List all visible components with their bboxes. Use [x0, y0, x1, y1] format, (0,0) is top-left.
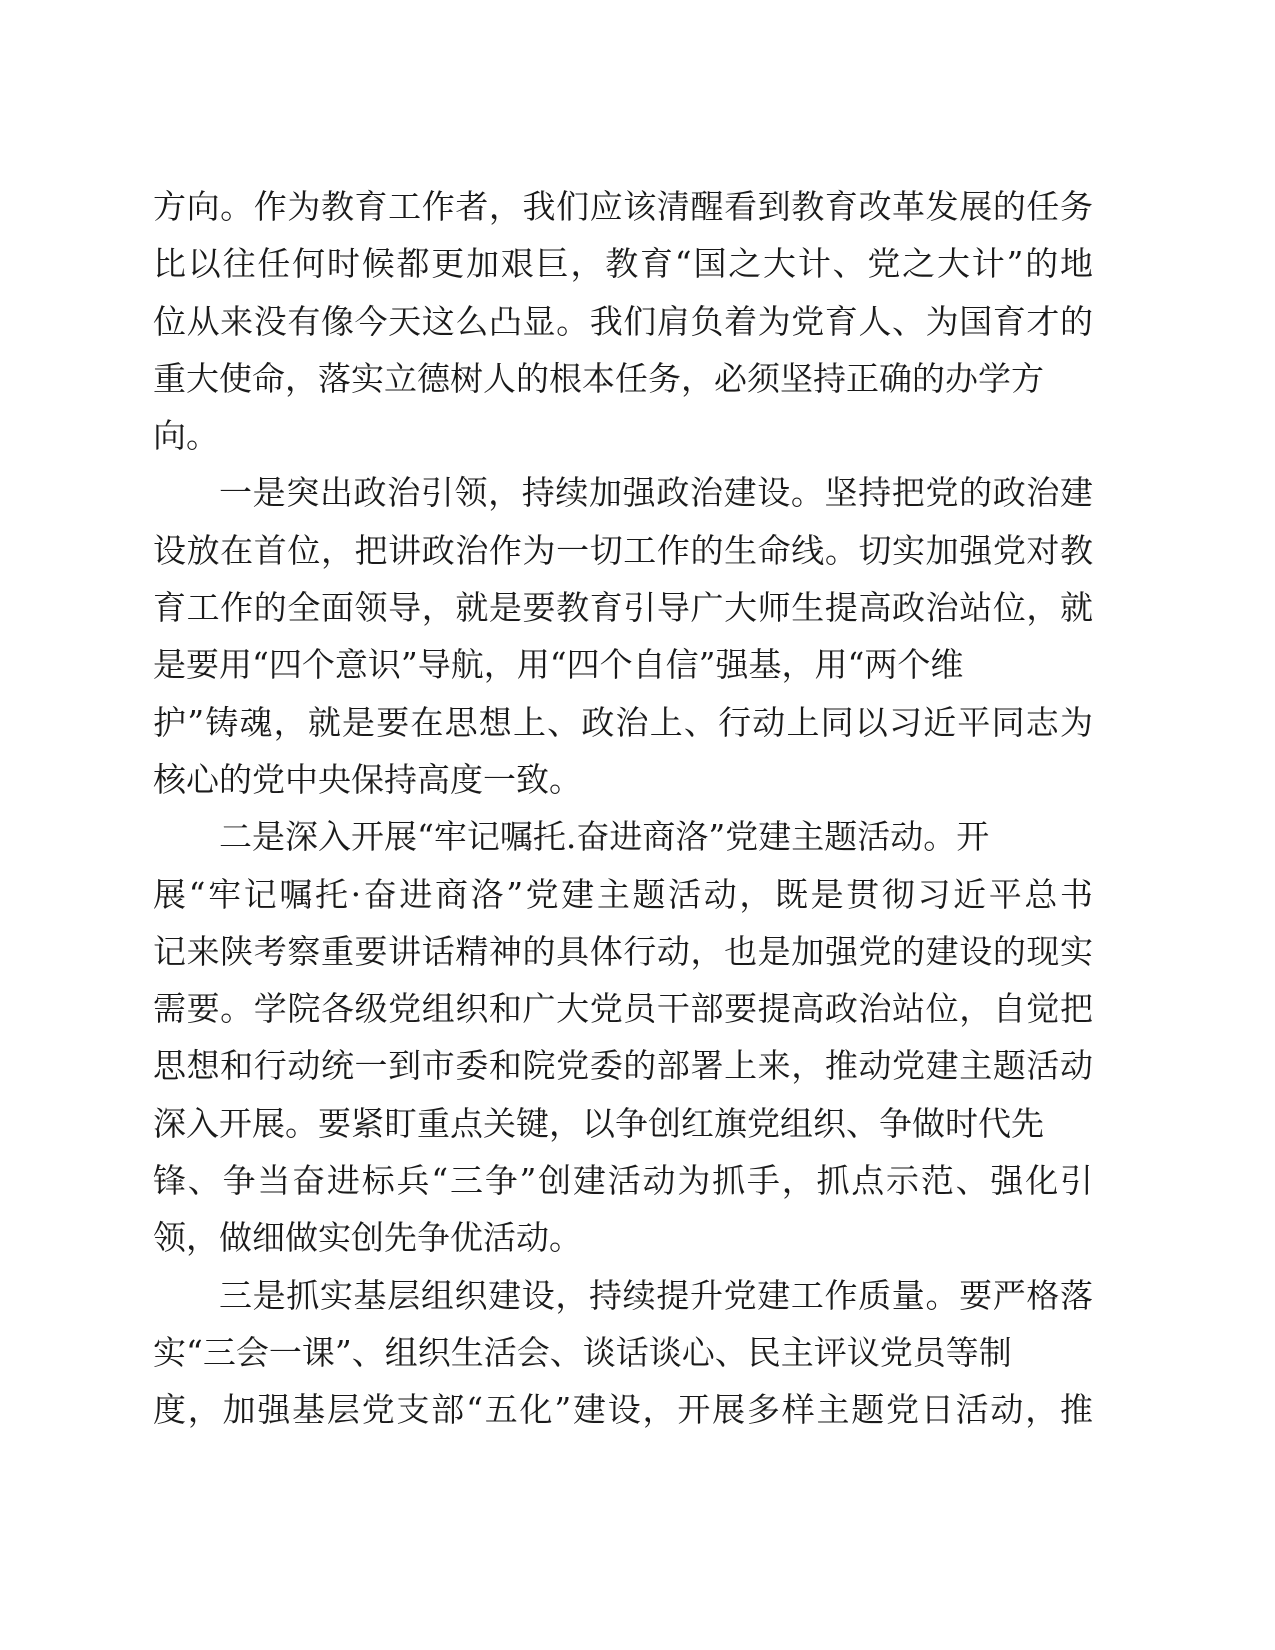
text-line: 向。 — [153, 416, 219, 456]
document-body — [153, 178, 1093, 1439]
text-line: 是要用“四个意识”导航，用“四个自信”强基，用“两个维 — [153, 645, 964, 685]
text-line: 位从来没有像今天这么凸显。我们肩负着为党育人、为国育才的 — [153, 301, 1093, 341]
text-line: 需要。学院各级党组织和广大党员干部要提高政治站位，自觉把 — [153, 989, 1093, 1029]
text-line: 度，加强基层党支部“五化”建设，开展多样主题党日活动，推 — [153, 1390, 1093, 1430]
text-line: 深入开展。要紧盯重点关键，以争创红旗党组织、争做时代先 — [153, 1103, 1044, 1143]
text-line: 护”铸魂，就是要在思想上、政治上、行动上同以习近平同志为 — [153, 702, 1093, 742]
text-line: 领，做细做实创先争优活动。 — [153, 1218, 582, 1258]
text-line: 三是抓实基层组织建设，持续提升党建工作质量。要严格落 — [219, 1275, 1093, 1315]
text-line: 记来陕考察重要讲话精神的具体行动，也是加强党的建设的现实 — [153, 931, 1093, 971]
text-line: 锋、争当奋进标兵“三争”创建活动为抓手，抓点示范、强化引 — [153, 1161, 1093, 1201]
text-line: 重大使命，落实立德树人的根本任务，必须坚持正确的办学方 — [153, 358, 1044, 398]
text-line: 核心的党中央保持高度一致。 — [153, 759, 582, 799]
text-line: 育工作的全面领导，就是要教育引导广大师生提高政治站位，就 — [153, 588, 1093, 628]
text-line: 比以往任何时候都更加艰巨，教育“国之大计、党之大计”的地 — [153, 244, 1093, 284]
text-line: 思想和行动统一到市委和院党委的部署上来，推动党建主题活动 — [153, 1046, 1093, 1086]
text-line: 设放在首位，把讲政治作为一切工作的生命线。切实加强党对教 — [153, 530, 1093, 570]
text-line: 二是深入开展“牢记嘱托.奋进商洛”党建主题活动。开 — [219, 817, 990, 857]
text-line: 一是突出政治引领，持续加强政治建设。坚持把党的政治建 — [219, 473, 1093, 513]
text-line: 展“牢记嘱托·奋进商洛”党建主题活动，既是贯彻习近平总书 — [153, 874, 1093, 914]
text-line: 方向。作为教育工作者，我们应该清醒看到教育改革发展的任务 — [153, 187, 1093, 226]
text-line: 实“三会一课”、组织生活会、谈话谈心、民主评议党员等制 — [153, 1332, 1012, 1372]
